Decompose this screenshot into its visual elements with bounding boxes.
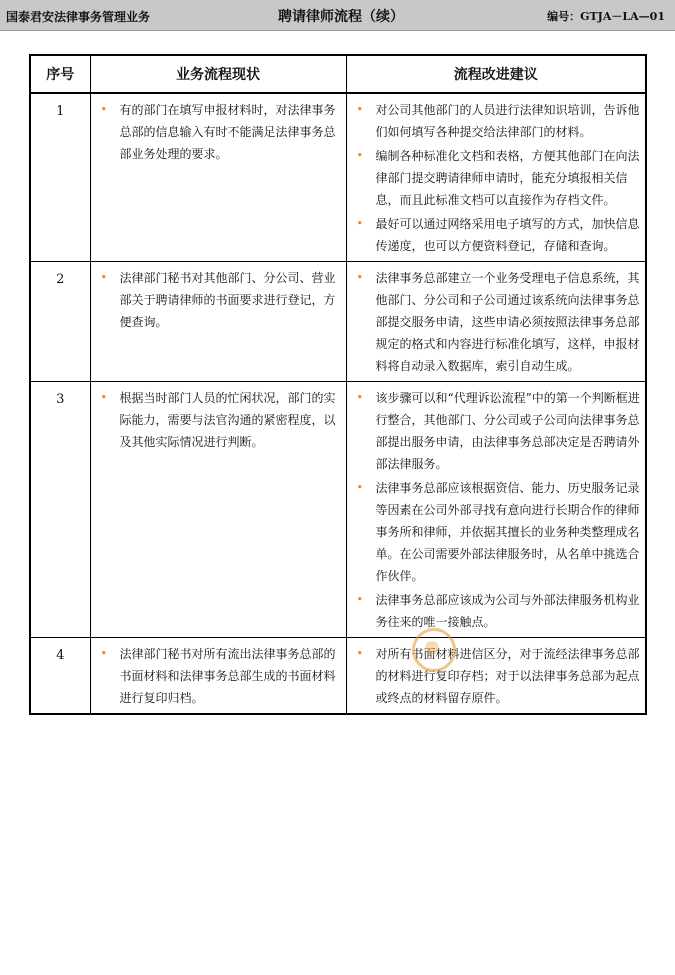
header-company: 国泰君安法律事务管理业务 [6,10,151,24]
current-process-cell [90,93,346,262]
table-row [30,93,646,262]
row-number: 2 [30,262,90,382]
page-header [0,0,675,31]
list-item: • 法律事务总部应该成为公司与外部法律服务机构业务往来的唯一接触点。 [351,589,642,633]
list-item: • 最好可以通过网络采用电子填写的方式，加快信息传递度，也可以方便资料登记，存储和查询。 [351,213,642,257]
improvement-cell [346,638,646,715]
table-row [30,382,646,638]
table-header-row [30,55,646,93]
list-item: • 法律事务总部应该根据资信、能力、历史服务记录等因素在公司外部寻找有意向进行长期合作的律师事务所和律师，并依据其擅长的业务种类整理成名单。在公司需要外部法律服务时，从名单中挑选合作伙伴。 [351,477,642,587]
improvement-cell [346,262,646,382]
list-item: • 对公司其他部门的人员进行法律知识培训，告诉他们如何填写各种提交给法律部门的材料。 [351,99,642,143]
row-number: 3 [30,382,90,638]
table-row [30,638,646,715]
process-table [29,54,647,715]
list-item: • 根据当时部门人员的忙闲状况，部门的实际能力，需要与法官沟通的紧密程度，以及其他实际情况进行判断。 [95,387,342,453]
list-item: • 编制各种标准化文档和表格，方便其他部门在向法律部门提交聘请律师申请时，能充分填报相关信息，而且此标准文档可以直接作为存档文件。 [351,145,642,211]
list-item: • 有的部门在填写申报材料时，对法律事务总部的信息输入有时不能满足法律事务总部业务处理的要求。 [95,99,342,165]
improvement-cell [346,93,646,262]
improvement-cell [346,382,646,638]
row-number: 1 [30,93,90,262]
column-header-current-process: 业务流程现状 [90,55,346,93]
page-title: 聘请律师流程（续） [278,9,404,25]
table-row [30,262,646,382]
list-item: • 法律事务总部建立一个业务受理电子信息系统，其他部门、分公司和子公司通过该系统向法律事务总部提交服务申请，这些申请必须按照法律事务总部规定的格式和内容进行标准化填写，这样，申报材料将自动录入数据库，索引自动生成。 [351,267,642,377]
list-item: • 法律部门秘书对所有流出法律事务总部的书面材料和法律事务总部生成的书面材料进行复印归档。 [95,643,342,709]
row-number: 4 [30,638,90,715]
column-header-number: 序号 [30,55,90,93]
document-code: 编号：GTJA－LA—01 [547,10,665,23]
current-process-cell [90,382,346,638]
list-item: • 对所有书面材料进信区分，对于流经法律事务总部的材料进行复印存档；对于以法律事务总部为起点或终点的材料留存原件。 [351,643,642,709]
list-item: • 法律部门秘书对其他部门、分公司、营业部关于聘请律师的书面要求进行登记，方便查询。 [95,267,342,333]
current-process-cell [90,638,346,715]
column-header-improvement: 流程改进建议 [346,55,646,93]
list-item: • 该步骤可以和“代理诉讼流程”中的第一个判断框进行整合，其他部门、分公司或子公司向法律事务总部提出服务申请，由法律事务总部决定是否聘请外部法律服务。 [351,387,642,475]
current-process-cell [90,262,346,382]
